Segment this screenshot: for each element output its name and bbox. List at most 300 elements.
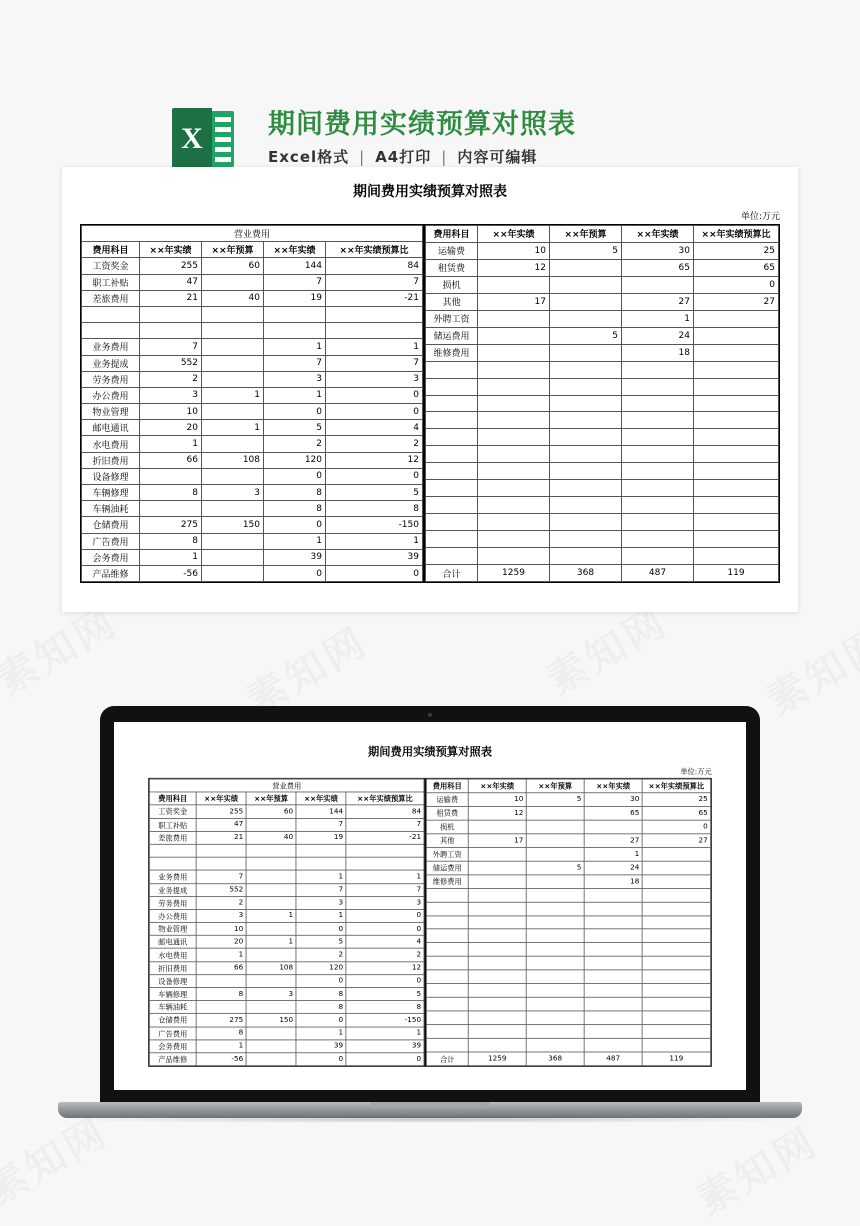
row-label: 运输费 (426, 793, 468, 807)
row-label: 物业管理 (149, 922, 196, 935)
cell-actual (584, 997, 642, 1011)
cell-budget (526, 847, 584, 861)
page-header (0, 46, 860, 166)
document-preview-mini (134, 732, 726, 1067)
table-row (82, 436, 423, 452)
cell-actual: 8 (264, 485, 326, 501)
cell-budget: 5 (526, 861, 584, 875)
cell-actual: 2 (264, 436, 326, 452)
cell-actual (622, 548, 694, 565)
cell-actual-prev: 10 (478, 242, 550, 259)
cell-variance: 0 (326, 468, 423, 484)
cell-actual-prev: 7 (196, 870, 246, 883)
cell-variance (694, 446, 779, 463)
cell-actual-prev: 66 (140, 452, 202, 468)
cell-actual-prev: 7 (140, 339, 202, 355)
page-subtitle (268, 146, 537, 167)
cell-actual: 0 (264, 468, 326, 484)
cell-actual: 18 (584, 875, 642, 889)
table-row (82, 420, 423, 436)
subtitle-item-format: Excel格式 (268, 148, 350, 166)
cell-budget (550, 531, 622, 548)
table-row (82, 549, 423, 565)
cell-actual-prev (468, 970, 526, 984)
column-header-row (426, 226, 779, 243)
table-row (426, 514, 779, 531)
row-label: 办公费用 (149, 909, 196, 922)
cell-actual (622, 412, 694, 429)
subtitle-separator: | (359, 148, 366, 166)
cell-variance (642, 875, 710, 889)
row-label (426, 480, 478, 497)
table-row (426, 929, 710, 943)
row-label: 差旅费用 (82, 290, 140, 306)
cell-budget (246, 1053, 296, 1066)
row-label: 仓储费用 (149, 1014, 196, 1027)
cell-budget (246, 1040, 296, 1053)
table-row (426, 943, 710, 957)
row-label (426, 531, 478, 548)
cell-actual-prev (478, 344, 550, 361)
cell-budget: 40 (246, 831, 296, 844)
cell-variance: 0 (326, 404, 423, 420)
cell-variance (642, 916, 710, 930)
subtitle-item-print: A4打印 (375, 148, 432, 166)
cell-variance (694, 327, 779, 344)
page-title: 期间费用实绩预算对照表 (268, 109, 576, 140)
row-label (426, 957, 468, 971)
cell-actual (622, 378, 694, 395)
cell-actual-prev: 21 (196, 831, 246, 844)
cell-budget: 150 (202, 517, 264, 533)
left-column-header-1: ××年实绩 (140, 242, 202, 258)
cell-variance: 1 (326, 533, 423, 549)
cell-variance: 3 (346, 896, 424, 909)
webcam-icon (428, 713, 432, 717)
right-column-header-2: ××年预算 (526, 779, 584, 793)
left-column-header-0: 费用科目 (82, 242, 140, 258)
table-row (82, 565, 423, 581)
table-row (149, 883, 424, 896)
cell-actual: 1 (296, 870, 346, 883)
table-row (149, 909, 424, 922)
cell-actual-prev (468, 957, 526, 971)
row-label (426, 395, 478, 412)
cell-actual-prev: 20 (196, 935, 246, 948)
laptop-shadow (48, 1116, 812, 1123)
cell-budget (246, 975, 296, 988)
cell-budget (202, 323, 264, 339)
cell-actual: 30 (622, 242, 694, 259)
cell-budget: 5 (550, 242, 622, 259)
document-title: 期间费用实绩预算对照表 (353, 184, 507, 200)
cell-variance (694, 412, 779, 429)
document-preview-card (62, 167, 798, 612)
cell-actual-prev (478, 548, 550, 565)
cell-variance: 1 (346, 1027, 424, 1040)
cell-actual (622, 361, 694, 378)
table-row (82, 274, 423, 290)
cell-variance: 0 (642, 820, 710, 834)
spreadsheet (148, 778, 712, 1067)
table-row (82, 323, 423, 339)
cell-variance: 3 (326, 371, 423, 387)
row-label: 业务费用 (82, 339, 140, 355)
right-column-header-2: ××年预算 (550, 226, 622, 243)
cell-actual (622, 463, 694, 480)
cell-budget (550, 276, 622, 293)
cell-variance: 5 (346, 988, 424, 1001)
cell-actual-prev (478, 497, 550, 514)
row-label: 差旅费用 (149, 831, 196, 844)
cell-budget (246, 883, 296, 896)
cell-budget (526, 1025, 584, 1039)
row-label: 车辆修理 (149, 988, 196, 1001)
cell-variance (642, 888, 710, 902)
table-row (149, 1014, 424, 1027)
table-row (426, 429, 779, 446)
cell-actual (622, 446, 694, 463)
cell-budget: 108 (202, 452, 264, 468)
table-row (426, 970, 710, 984)
cell-actual-prev (468, 916, 526, 930)
cell-budget: 40 (202, 290, 264, 306)
cell-actual-prev: 1 (140, 549, 202, 565)
cell-budget (550, 429, 622, 446)
row-label: 邮电通讯 (149, 935, 196, 948)
total-actual-prev: 1259 (468, 1052, 526, 1066)
laptop-screen (114, 722, 746, 1090)
left-table (81, 225, 423, 582)
cell-budget (526, 820, 584, 834)
row-label (426, 984, 468, 998)
cell-variance (642, 929, 710, 943)
cell-budget (550, 548, 622, 565)
cell-budget (202, 468, 264, 484)
total-actual: 487 (584, 1052, 642, 1066)
row-label: 外聘工资 (426, 310, 478, 327)
left-column-header-2: ××年预算 (202, 242, 264, 258)
row-label: 产品维修 (82, 565, 140, 581)
cell-actual: 24 (584, 861, 642, 875)
cell-actual-prev: 21 (140, 290, 202, 306)
cell-actual-prev: 552 (140, 355, 202, 371)
table-row (426, 834, 710, 848)
cell-actual (622, 276, 694, 293)
cell-actual: 8 (264, 501, 326, 517)
cell-actual-prev (468, 997, 526, 1011)
right-column-header-0: 费用科目 (426, 779, 468, 793)
cell-actual-prev (478, 395, 550, 412)
cell-actual (622, 429, 694, 446)
cell-variance (346, 844, 424, 857)
cell-actual-prev: 17 (468, 834, 526, 848)
cell-actual-prev (478, 514, 550, 531)
cell-budget (526, 834, 584, 848)
cell-budget (526, 875, 584, 889)
cell-actual (622, 395, 694, 412)
table-row (149, 935, 424, 948)
table-row (426, 984, 710, 998)
cell-actual-prev (140, 323, 202, 339)
cell-actual-prev (478, 361, 550, 378)
cell-actual (584, 902, 642, 916)
table-row (426, 259, 779, 276)
cell-actual: 3 (264, 371, 326, 387)
row-label: 折旧费用 (82, 452, 140, 468)
cell-budget (526, 1011, 584, 1025)
cell-actual (584, 1011, 642, 1025)
cell-actual-prev (140, 501, 202, 517)
cell-variance: 39 (346, 1040, 424, 1053)
row-label (426, 378, 478, 395)
subtitle-item-editable: 内容可编辑 (457, 148, 538, 166)
cell-budget: 1 (202, 387, 264, 403)
table-row (82, 452, 423, 468)
right-column-header-3: ××年实绩 (584, 779, 642, 793)
cell-actual (584, 820, 642, 834)
cell-actual (584, 916, 642, 930)
cell-actual-prev: 3 (196, 909, 246, 922)
table-row (426, 531, 779, 548)
cell-actual (584, 984, 642, 998)
cell-actual: 0 (296, 1053, 346, 1066)
left-column-header-2: ××年预算 (246, 792, 296, 805)
cell-actual: 19 (264, 290, 326, 306)
excel-logo-icon (172, 108, 234, 170)
table-row (149, 922, 424, 935)
table-row (426, 888, 710, 902)
cell-actual-prev: 255 (140, 258, 202, 274)
cell-actual-prev: 12 (478, 259, 550, 276)
right-column-header-4: ××年实绩预算比 (694, 226, 779, 243)
cell-variance: 5 (326, 485, 423, 501)
cell-actual-prev: 2 (196, 896, 246, 909)
total-row (426, 565, 779, 582)
table-row (82, 517, 423, 533)
column-header-row (82, 242, 423, 258)
row-label (149, 857, 196, 870)
row-label: 储运费用 (426, 861, 468, 875)
left-table-body (149, 779, 424, 1066)
row-label: 仓储费用 (82, 517, 140, 533)
total-actual: 487 (622, 565, 694, 582)
left-column-header-4: ××年实绩预算比 (326, 242, 423, 258)
cell-variance: 0 (346, 975, 424, 988)
cell-actual: 7 (264, 355, 326, 371)
row-label: 运输费 (426, 242, 478, 259)
cell-actual-prev: 255 (196, 805, 246, 818)
table-row (426, 344, 779, 361)
cell-actual-prev: 10 (468, 793, 526, 807)
cell-actual: 0 (264, 517, 326, 533)
cell-actual: 8 (296, 1001, 346, 1014)
cell-actual-prev: -56 (140, 565, 202, 581)
cell-actual-prev (478, 446, 550, 463)
cell-budget: 1 (246, 909, 296, 922)
table-row (426, 310, 779, 327)
excel-logo-letter: X (181, 122, 203, 155)
row-label: 租赁费 (426, 259, 478, 276)
cell-actual-prev: 275 (140, 517, 202, 533)
cell-budget (526, 984, 584, 998)
row-label: 车辆油耗 (149, 1001, 196, 1014)
row-label: 会务费用 (82, 549, 140, 565)
cell-variance (642, 1038, 710, 1052)
cell-budget: 5 (526, 793, 584, 807)
cell-budget (550, 497, 622, 514)
row-label: 邮电通讯 (82, 420, 140, 436)
cell-variance (694, 514, 779, 531)
cell-actual-prev (478, 378, 550, 395)
cell-budget (526, 902, 584, 916)
left-table (149, 779, 424, 1066)
cell-variance (642, 943, 710, 957)
cell-actual: 1 (296, 909, 346, 922)
cell-budget (526, 970, 584, 984)
cell-actual: 18 (622, 344, 694, 361)
cell-budget (246, 922, 296, 935)
cell-budget: 1 (246, 935, 296, 948)
cell-actual-prev (478, 429, 550, 446)
row-label (82, 306, 140, 322)
row-label (426, 514, 478, 531)
cell-variance: 65 (694, 259, 779, 276)
cell-budget (202, 565, 264, 581)
row-label: 折旧费用 (149, 962, 196, 975)
cell-actual-prev (468, 1038, 526, 1052)
right-column-header-1: ××年实绩 (468, 779, 526, 793)
cell-actual-prev (468, 902, 526, 916)
right-table-body (426, 779, 710, 1066)
table-row (82, 355, 423, 371)
cell-variance: 27 (694, 293, 779, 310)
cell-actual: 30 (584, 793, 642, 807)
cell-budget (550, 344, 622, 361)
cell-variance (694, 463, 779, 480)
table-row (82, 501, 423, 517)
cell-actual (296, 844, 346, 857)
cell-actual (584, 943, 642, 957)
total-row (426, 1052, 710, 1066)
row-label (426, 463, 478, 480)
total-label: 合计 (426, 565, 478, 582)
cell-actual (622, 497, 694, 514)
cell-actual (296, 857, 346, 870)
cell-variance (694, 344, 779, 361)
cell-variance: 2 (346, 948, 424, 961)
cell-actual: 27 (622, 293, 694, 310)
cell-actual-prev (140, 306, 202, 322)
table-row (149, 948, 424, 961)
cell-budget (526, 806, 584, 820)
row-label: 水电费用 (82, 436, 140, 452)
cell-actual-prev (468, 929, 526, 943)
cell-budget (526, 997, 584, 1011)
cell-variance (642, 970, 710, 984)
cell-budget (550, 514, 622, 531)
cell-budget (246, 870, 296, 883)
cell-actual-prev (468, 1011, 526, 1025)
table-row (82, 306, 423, 322)
table-row (149, 975, 424, 988)
cell-budget (526, 929, 584, 943)
laptop-lid (100, 706, 760, 1106)
cell-budget (526, 888, 584, 902)
cell-actual: 1 (622, 310, 694, 327)
cell-actual: 7 (296, 883, 346, 896)
right-column-header-0: 费用科目 (426, 226, 478, 243)
cell-variance (694, 361, 779, 378)
cell-actual-prev (478, 412, 550, 429)
cell-actual: 39 (296, 1040, 346, 1053)
row-label (426, 361, 478, 378)
row-label: 工资奖金 (82, 258, 140, 274)
cell-budget: 60 (202, 258, 264, 274)
table-row (149, 988, 424, 1001)
cell-actual (622, 514, 694, 531)
cell-actual-prev (478, 463, 550, 480)
cell-actual: 1 (584, 847, 642, 861)
cell-actual (264, 306, 326, 322)
row-label (426, 1038, 468, 1052)
document-title: 期间费用实绩预算对照表 (368, 745, 492, 759)
cell-actual: 120 (296, 962, 346, 975)
cell-budget (202, 306, 264, 322)
cell-variance: 0 (346, 909, 424, 922)
total-budget: 368 (526, 1052, 584, 1066)
row-label: 租赁费 (426, 806, 468, 820)
cell-budget: 3 (246, 988, 296, 1001)
table-row (426, 361, 779, 378)
cell-actual (584, 1038, 642, 1052)
table-row (426, 875, 710, 889)
row-label: 会务费用 (149, 1040, 196, 1053)
cell-actual: 1 (264, 387, 326, 403)
cell-variance: 25 (642, 793, 710, 807)
row-label: 设备修理 (82, 468, 140, 484)
column-header-row (426, 779, 710, 793)
cell-budget (550, 361, 622, 378)
cell-budget: 1 (202, 420, 264, 436)
cell-budget (202, 274, 264, 290)
row-label: 职工补贴 (82, 274, 140, 290)
cell-variance: 0 (346, 922, 424, 935)
cell-variance (642, 984, 710, 998)
row-label (426, 497, 478, 514)
cell-variance (642, 957, 710, 971)
cell-actual: 144 (264, 258, 326, 274)
table-row (149, 1001, 424, 1014)
table-row (149, 1053, 424, 1066)
cell-actual: 7 (296, 818, 346, 831)
cell-variance: 39 (326, 549, 423, 565)
row-label (426, 916, 468, 930)
cell-variance: 0 (326, 387, 423, 403)
row-label: 业务提成 (149, 883, 196, 896)
table-row (426, 497, 779, 514)
table-row (82, 387, 423, 403)
cell-budget: 150 (246, 1014, 296, 1027)
cell-actual-prev (140, 468, 202, 484)
unit-label: 单位:万元 (740, 212, 780, 222)
row-label (426, 888, 468, 902)
row-label (426, 902, 468, 916)
cell-actual-prev: 2 (140, 371, 202, 387)
row-label (426, 548, 478, 565)
row-label: 产品维修 (149, 1053, 196, 1066)
cell-actual-prev (468, 861, 526, 875)
